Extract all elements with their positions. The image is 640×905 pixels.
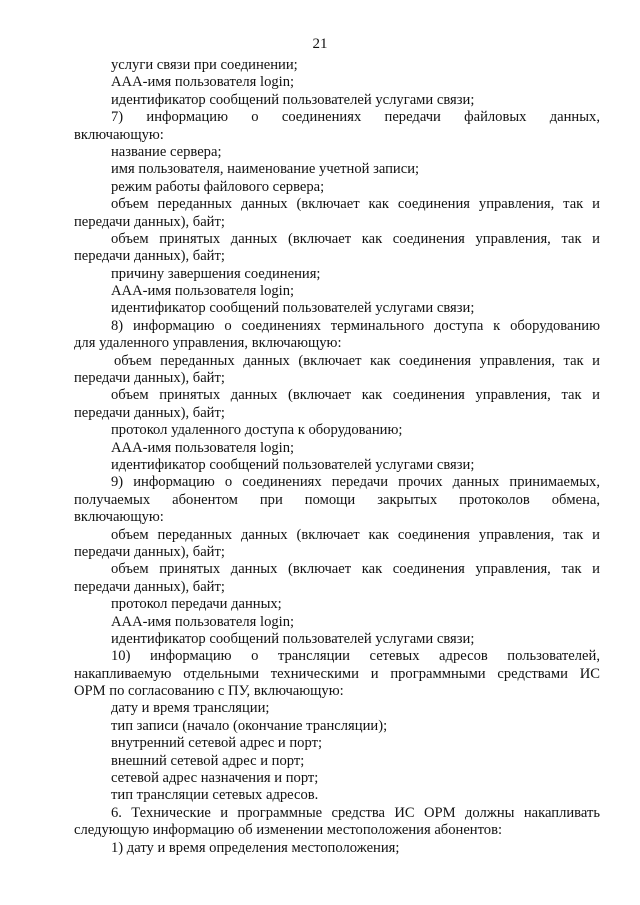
page-number: 21 [312,36,328,52]
text-line: 8) информацию о соединениях терминального доступа к оборудованию [111,317,600,334]
text-line: для удаленного управления, включающую: [74,335,342,352]
text-line: тип трансляции сетевых адресов. [111,787,319,804]
text-line: режим работы файлового сервера; [111,178,325,195]
text-line: накапливаемую отдельными техническими и программными средствами ИС [74,665,600,682]
text-line: ОРМ по согласованию с ПУ, включающую: [74,683,344,700]
text-line: внутренний сетевой адрес и порт; [111,735,323,752]
text-line: 10) информацию о трансляции сетевых адресов пользователей, [111,648,600,665]
text-line: причину завершения соединения; [111,265,321,282]
document-body [74,57,600,857]
text-line: дату и время трансляции; [111,700,270,717]
text-line: 6. Технические и программные средства ИС ОРМ должны накапливать [111,804,600,821]
text-line: передачи данных), байт; [74,543,225,560]
text-line: AAA-имя пользователя login; [111,613,295,630]
text-line: следующую информацию об изменении местоположения абонентов: [74,822,503,839]
text-line: объем переданных данных (включает как соединения управления, так и [111,196,600,213]
text-line: название сервера; [111,143,222,160]
text-line: объем принятых данных (включает как соединения управления, так и [111,230,600,247]
text-line: протокол удаленного доступа к оборудованию; [111,422,403,439]
text-line: передачи данных), байт; [74,370,225,387]
text-line: получаемых абонентом при помощи закрытых протоколов обмена, [74,491,600,508]
text-line: AAA-имя пользователя login; [111,283,295,300]
text-line: объем переданных данных (включает как соединения управления, так и [111,526,600,543]
text-line: AAA-имя пользователя login; [111,74,295,91]
text-line: объем переданных данных (включает как соединения управления, так и [114,352,600,369]
text-line: объем принятых данных (включает как соединения управления, так и [111,387,600,404]
text-line: идентификатор сообщений пользователей услугами связи; [111,91,475,108]
text-line: тип записи (начало (окончание трансляции); [111,717,388,734]
text-line: услуги связи при соединении; [111,57,298,73]
text-line: объем принятых данных (включает как соединения управления, так и [111,561,600,578]
text-line: идентификатор сообщений пользователей услугами связи; [111,456,475,473]
text-line: включающую: [74,509,164,526]
text-line: идентификатор сообщений пользователей услугами связи; [111,630,475,647]
text-line: сетевой адрес назначения и порт; [111,770,319,787]
text-line: включающую: [74,126,164,143]
text-line: передачи данных), байт; [74,578,225,595]
text-line: 7) информацию о соединениях передачи файловых данных, [111,109,600,126]
text-line: передачи данных), байт; [74,213,225,230]
text-line: внешний сетевой адрес и порт; [111,752,305,769]
text-line: идентификатор сообщений пользователей услугами связи; [111,300,475,317]
text-line: AAA-имя пользователя login; [111,439,295,456]
text-line: 9) информацию о соединениях передачи прочих данных принимаемых, [111,474,600,491]
text-line: имя пользователя, наименование учетной записи; [111,161,420,178]
text-line: передачи данных), байт; [74,404,225,421]
text-line: передачи данных), байт; [74,248,225,265]
text-line: 1) дату и время определения местоположения; [111,839,400,856]
text-line: протокол передачи данных; [111,596,282,613]
